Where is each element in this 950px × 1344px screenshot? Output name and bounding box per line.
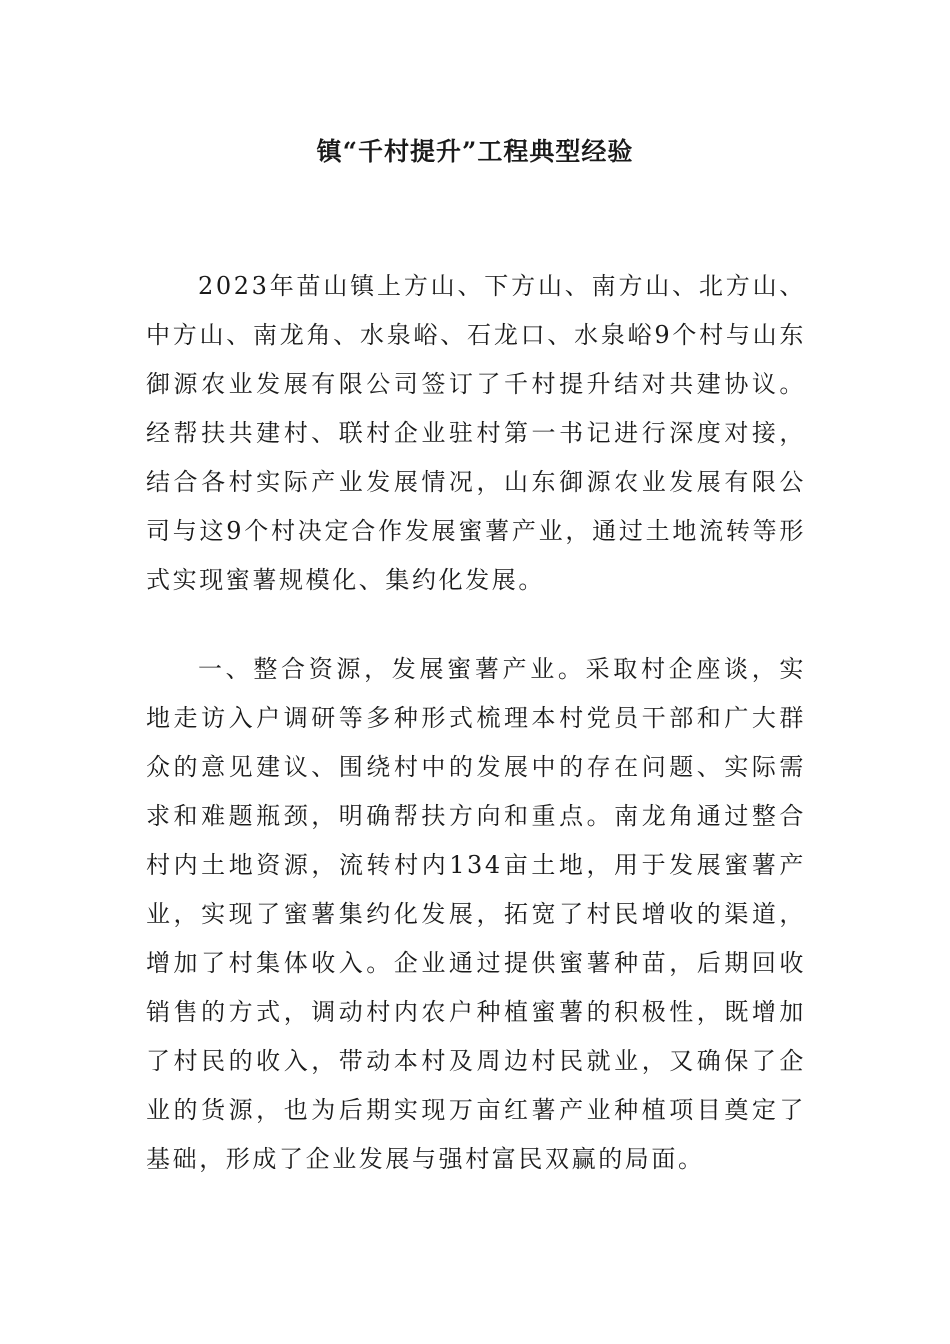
paragraph-intro: 2023年苗山镇上方山、下方山、南方山、北方山、中方山、南龙角、水泉峪、石龙口、水泉峪9个村与山东御源农业发展有限公司签订了千村提升结对共建协议。经帮扶共建村、联村企业驻村第一书记进行深度对接，结合各村实际产业发展情况，山东御源农业发展有限公司与这9个村决定合作发展蜜薯产业，通过土地流转等形式实现蜜薯规模化、集约化发展。 <box>146 272 806 594</box>
document-title: 镇“千村提升”工程典型经验 <box>316 137 634 166</box>
paragraph-section-one: 一、整合资源，发展蜜薯产业。采取村企座谈，实地走访入户调研等多种形式梳理本村党员干部和广大群众的意见建议、围绕村中的发展中的存在问题、实际需求和难题瓶颈，明确帮扶方向和重点。南龙角通过整合村内土地资源，流转村内134亩土地，用于发展蜜薯产业，实现了蜜薯集约化发展，拓宽了村民增收的渠道，增加了村集体收入。企业通过提供蜜薯种苗，后期回收销售的方式，调动村内农户种植蜜薯的积极性，既增加了村民的收入，带动本村及周边村民就业，又确保了企业的货源，也为后期实现万亩红薯产业种植项目奠定了基础，形成了企业发展与强村富民双赢的局面。 <box>146 655 806 1173</box>
